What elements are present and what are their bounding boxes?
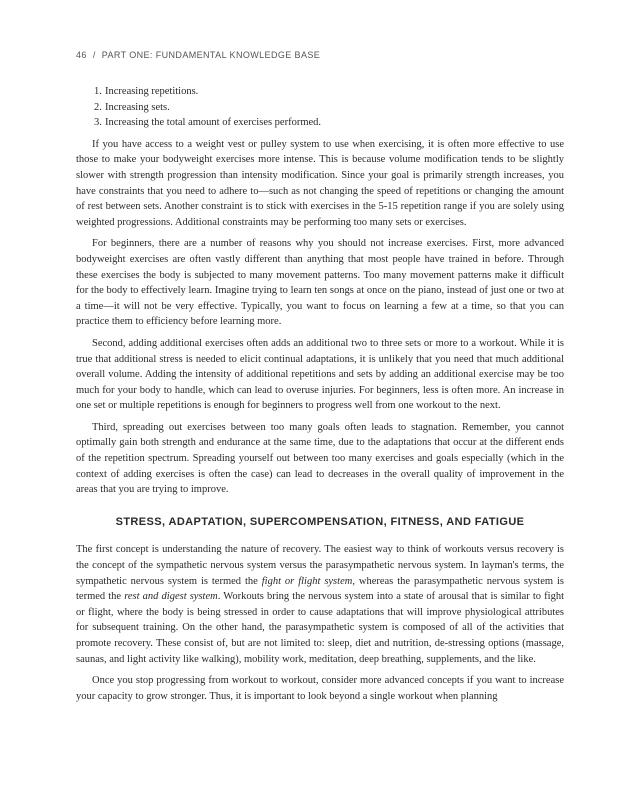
list-item — [94, 100, 564, 116]
recovery-term-fight-or-flight: fight or flight system — [261, 575, 353, 587]
list-item — [94, 84, 564, 100]
paragraph-weight-vest: If you have access to a weight vest or pulley system to use when exercising, it is often more effective to use those to make your bodyweight exercises more intense. This is because volume modification tends to be slightly slower with strength progression than intensity modification. Since your goal is primarily strength increases, you have constraints that you need to adhere to—such as not changing the speed of repetitions or changing the amount of rest between sets. Another constraint is to stick with exercises in the 5-15 repetition range if you are solely using weighted progressions. Additional constraints may be performing too many sets or exercises. — [76, 138, 564, 228]
list-item-text: Increasing repetitions. — [105, 86, 199, 97]
list-item-number: 2. — [94, 101, 102, 113]
list-item-text: Increasing the total amount of exercises performed. — [105, 117, 322, 129]
part-title: PART ONE: FUNDAMENTAL KNOWLEDGE BASE — [101, 50, 321, 60]
recovery-text-part1: The first concept is understanding the nature of recovery. The easiest way to think of workouts versus recovery is the concept of the sympathetic nervous system versus the parasympathetic nervous system. In layman's terms, the sympathetic nervous system is termed the — [76, 544, 564, 587]
list-item — [94, 115, 564, 131]
paragraph-second: Second, adding additional exercises often adds an additional two to three sets or more to a workout. While it is true that additional stress is needed to elicit continual adaptations, it is unlikely that you need that much additional overall volume. Adding the intensity of additional repetitions and sets by adding an additional exercise may be too much for your body to handle, which can lead to overuse injuries. For beginners, less is often more. An increase in one set or multiple repetitions is enough for beginners to progress well from one workout to the next. — [76, 337, 564, 412]
recovery-term-rest-and-digest: rest and digest system — [124, 591, 218, 603]
section-heading: STRESS, ADAPTATION, SUPERCOMPENSATION, FITNESS, AND FATIGUE — [115, 515, 525, 528]
page-body — [76, 84, 564, 710]
progression-list — [76, 84, 564, 131]
list-item-number: 3. — [94, 117, 102, 129]
running-head-separator: / — [92, 50, 96, 60]
list-item-text: Increasing sets. — [105, 101, 170, 113]
paragraph-beginners: For beginners, there are a number of reasons why you should not increase exercises. First, more advanced bodyweight exercises are often vastly different than anything that most people have trained in before. Through these exercises the body is subjected to many movement patterns. Too many movement patterns make it difficult for the body to effectively learn. Imagine trying to learn ten songs at once on the piano, instead of just one or two at a time—it will not be very effective. Typically, you want to focus on learning a few at a time, so that you can practice them to efficiency before learning more. — [76, 238, 564, 328]
recovery-text-part3: . Workouts bring the nervous system into a state of arousal that is similar to fight or flight, where the body is being stressed in order to cause adaptations that will improve physiological attributes for subsequent training. On the other hand, the parasympathetic system is composed of all of the activities that promote recovery. These consist of, but are not limited to: sleep, diet and nutrition, de-stressing options (massage, saunas, and light activity like walking), mobility work, meditation, deep breathing, supplements, and the like. — [76, 591, 564, 665]
running-head — [76, 50, 320, 60]
list-item-number: 1. — [94, 86, 102, 97]
paragraph-recovery — [76, 542, 564, 667]
page-number: 46 — [76, 50, 87, 60]
paragraph-final: Once you stop progressing from workout to workout, consider more advanced concepts if you want to increase your capacity to grow stronger. Thus, it is important to look beyond a single workout when planning — [76, 675, 564, 702]
paragraph-third: Third, spreading out exercises between too many goals often leads to stagnation. Remember, you cannot optimally gain both strength and endurance at the same time, due to the adaptations that occur at the different ends of the repetition spectrum. Spreading yourself out between too many exercises and goals especially (which in the context of adding exercises is often the case) can lead to decreases in the overall quality of improvement in the areas that you are trying to improve. — [76, 421, 564, 496]
recovery-text-part2: , whereas the parasympathetic nervous system is termed the — [76, 575, 564, 603]
